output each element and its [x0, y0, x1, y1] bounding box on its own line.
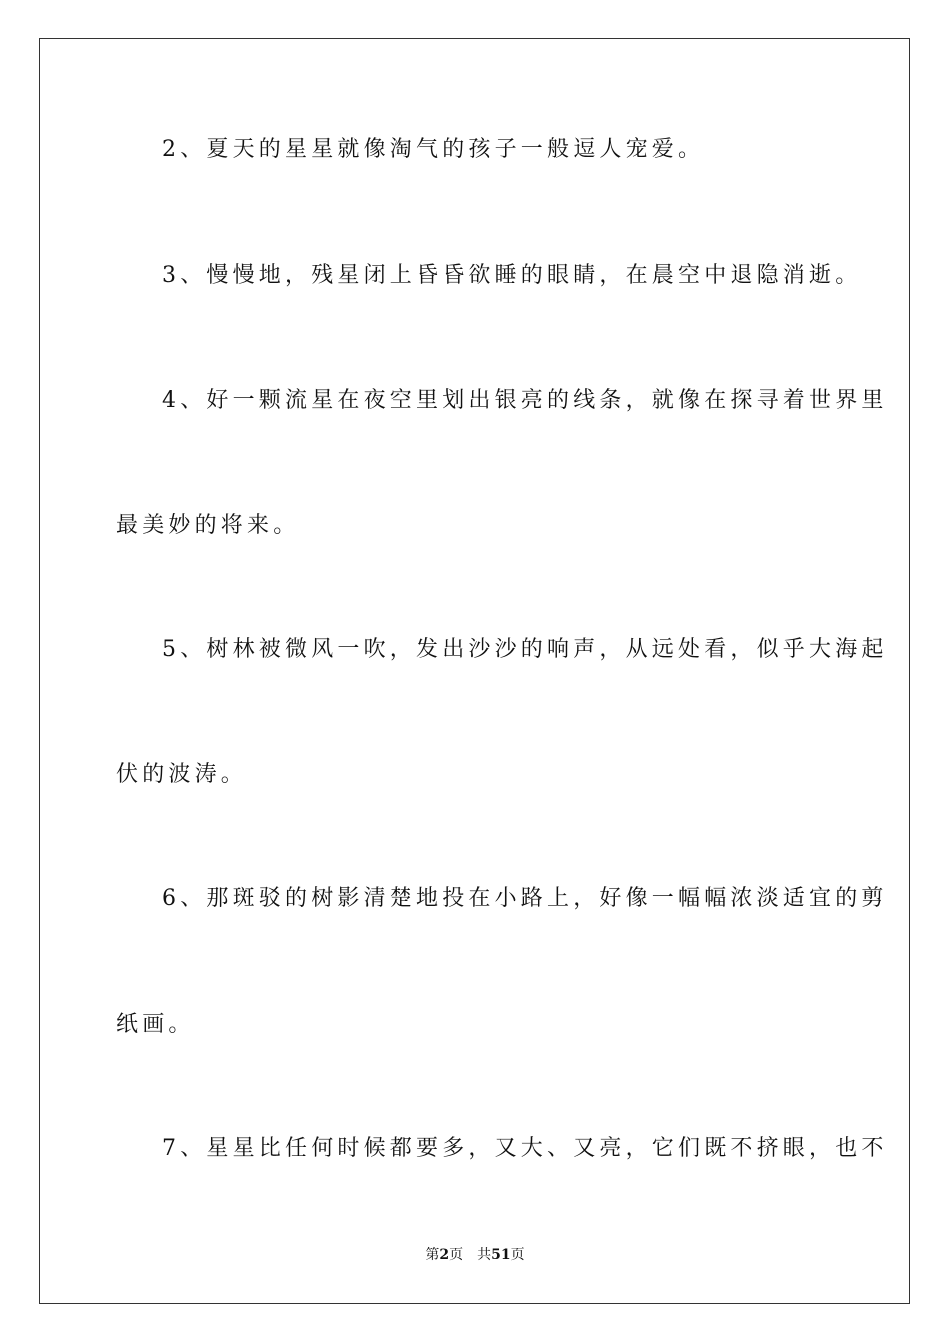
paragraph-line-7: 6、那斑驳的树影清楚地投在小路上，好像一幅幅浓淡适宜的剪 [162, 886, 888, 911]
paragraph-line-9: 7、星星比任何时候都要多，又大、又亮，它们既不挤眼，也不 [162, 1136, 888, 1161]
page-border [39, 38, 910, 1304]
footer-page-number: 2 [439, 1247, 450, 1263]
paragraph-line-3: 4、好一颗流星在夜空里划出银亮的线条，就像在探寻着世界里 [162, 388, 888, 413]
footer-total-prefix: 共 [477, 1247, 492, 1263]
footer-total-pages: 51 [491, 1247, 511, 1263]
footer-page-prefix: 第 [425, 1247, 440, 1263]
footer-total-suffix: 页 [510, 1247, 525, 1263]
paragraph-line-8: 纸画。 [116, 1012, 195, 1037]
page-footer [0, 1246, 950, 1264]
paragraph-line-1: 2、夏天的星星就像淘气的孩子一般逗人宠爱。 [162, 137, 705, 162]
footer-page-suffix: 页 [449, 1247, 464, 1263]
paragraph-line-2: 3、慢慢地，残星闭上昏昏欲睡的眼睛，在晨空中退隐消逝。 [162, 263, 862, 288]
paragraph-line-6: 伏的波涛。 [116, 762, 248, 787]
paragraph-line-5: 5、树林被微风一吹，发出沙沙的响声，从远处看，似乎大海起 [162, 637, 888, 662]
paragraph-line-4: 最美妙的将来。 [116, 513, 300, 538]
